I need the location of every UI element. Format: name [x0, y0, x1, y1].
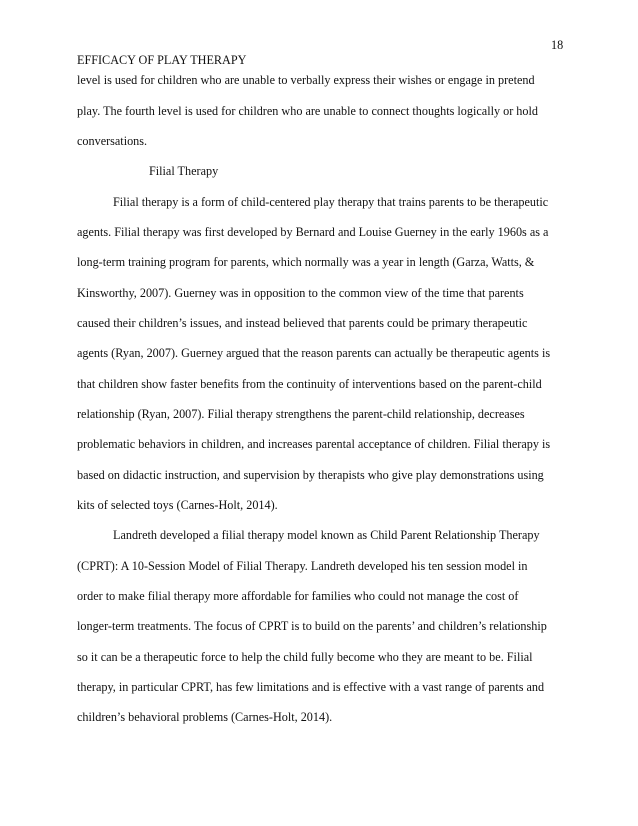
- body-line: Kinsworthy, 2007). Guerney was in opposition to the common view of the time that parents: [77, 286, 524, 300]
- page-number: 18: [551, 38, 564, 52]
- body-line: relationship (Ryan, 2007). Filial therapy strengthens the parent-child relationship, decreases: [77, 407, 525, 421]
- paragraph-first-line: Filial therapy is a form of child-centered play therapy that trains parents to be therapeutic: [113, 195, 549, 209]
- body-line: caused their children’s issues, and instead believed that parents could be primary therapeutic: [77, 316, 528, 330]
- paragraph-first-line: Landreth developed a filial therapy model known as Child Parent Relationship Therapy: [113, 528, 540, 542]
- body-line: problematic behaviors in children, and increases parental acceptance of children. Filial therapy is: [77, 437, 551, 451]
- body-line: therapy, in particular CPRT, has few limitations and is effective with a vast range of parents and: [77, 680, 545, 694]
- body-line: play. The fourth level is used for children who are unable to connect thoughts logically or hold: [77, 104, 538, 118]
- running-head: EFFICACY OF PLAY THERAPY: [77, 53, 247, 67]
- body-line: longer-term treatments. The focus of CPRT is to build on the parents’ and children’s relationship: [77, 619, 547, 633]
- body-line: that children show faster benefits from the continuity of interventions based on the parent-child: [77, 377, 542, 391]
- body-line: children’s behavioral problems (Carnes-Holt, 2014).: [77, 710, 333, 724]
- body-line: long-term training program for parents, which normally was a year in length (Garza, Watts, &: [77, 255, 535, 269]
- body-line: conversations.: [77, 134, 148, 148]
- body-line: order to make filial therapy more affordable for families who could not manage the cost of: [77, 589, 519, 603]
- body-line: so it can be a therapeutic force to help the child fully become who they are meant to be. Filial: [77, 650, 533, 664]
- body-line: level is used for children who are unable to verbally express their wishes or engage in pretend: [77, 73, 535, 87]
- section-heading: Filial Therapy: [149, 164, 219, 178]
- body-line: based on didactic instruction, and supervision by therapists who give play demonstrations using: [77, 468, 544, 482]
- body-line: agents (Ryan, 2007). Guerney argued that the reason parents can actually be therapeutic agents is: [77, 346, 551, 360]
- body-line: (CPRT): A 10-Session Model of Filial Therapy. Landreth developed his ten session model in: [77, 559, 528, 573]
- body-line: agents. Filial therapy was first developed by Bernard and Louise Guerney in the early 1960s as a: [77, 225, 549, 239]
- body-line: kits of selected toys (Carnes-Holt, 2014).: [77, 498, 278, 512]
